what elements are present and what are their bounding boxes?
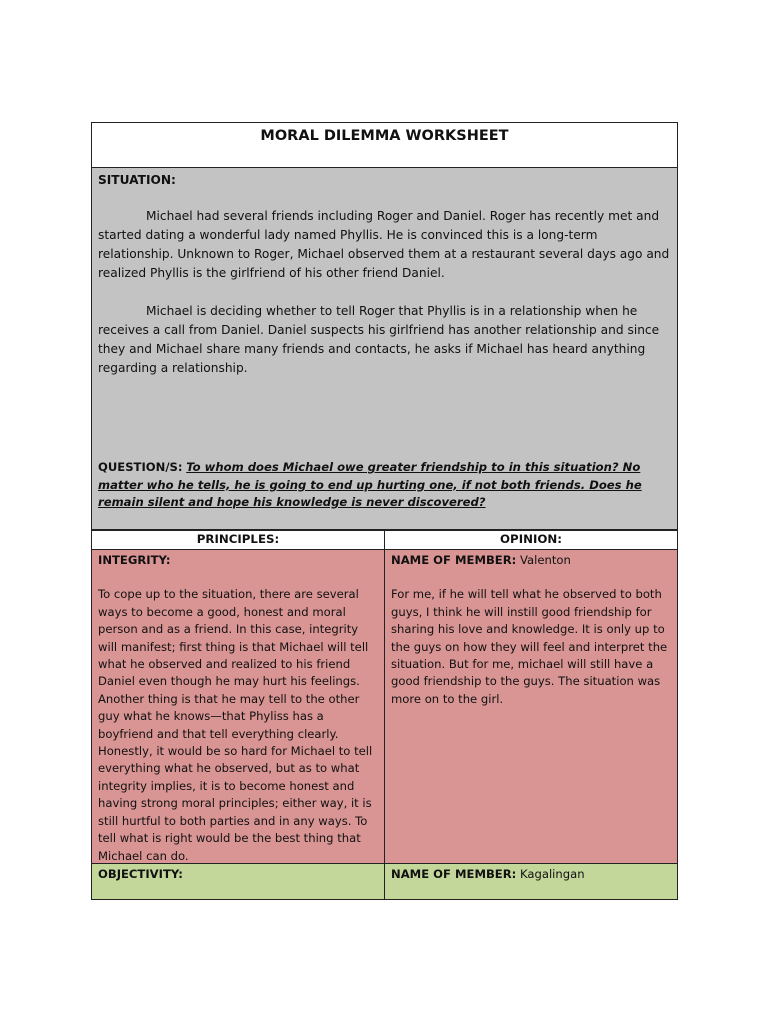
member-name: Valenton [519,553,571,567]
member-name: Kagalingan [519,867,585,881]
member-line [391,866,671,883]
principle-label: OBJECTIVITY: [98,867,183,881]
column-header-row [92,531,677,550]
opinion-header: OPINION: [500,532,562,546]
integrity-opinion-cell [385,550,677,863]
situation-label: SITUATION: [98,173,176,187]
principle-text: To cope up to the situation, there are several ways to become a good, honest and moral person and as a friend. In this case, integrity will manifest; first thing is that Michael will tell what he observed and realized to his friend Daniel even though he may hurt his feelings. Another thing is that he may tell to the other guy what he knows—that Phyliss has a boyfriend and that tell everything clearly. Honestly, it would be so hard for Michael to tell everything what he observed, but as to what integrity implies, it is to become honest and having strong moral principles; either way, it is still hurtful to both parties and in any ways. To tell what is right would be the best thing that Michael can do. [98,587,373,863]
principles-header: PRINCIPLES: [92,531,385,549]
member-label: NAME OF MEMBER: [391,867,517,881]
question-label: QUESTION/S: [98,460,183,474]
member-line [391,552,671,569]
situation-paragraph-2: Michael is deciding whether to tell Roger that Phyllis is in a relationship when he receives a call from Daniel. Daniel suspects his girlfriend has another relationship and since they and Michael share many friends and contacts, he asks if Michael has heard anything regarding a relationship. [98,304,660,375]
situation-section [92,168,677,531]
member-label: NAME OF MEMBER: [391,553,517,567]
question-block [98,459,669,512]
objectivity-opinion-cell [385,864,677,899]
principle-label: INTEGRITY: [98,553,171,567]
integrity-row [92,550,677,864]
situation-paragraph-1: Michael had several friends including Roger and Daniel. Roger has recently met and started dating a wonderful lady named Phyllis. He is convinced this is a long-term relationship. Unknown to Roger, Michael observed them at a restaurant several days ago and realized Phyllis is the girlfriend of his other friend Daniel. [98,209,670,280]
objectivity-principle-cell [92,864,385,899]
worksheet-title: MORAL DILEMMA WORKSHEET [92,123,677,168]
question-text: To whom does Michael owe greater friendship to in this situation? No matter who he tells, he is going to end up hurting one, if not both friends. Does he remain silent and hope his knowledge is never discovered? [98,460,642,509]
opinion-text: For me, if he will tell what he observed to both guys, I think he will instill good friendship for sharing his love and knowledge. It is only up to the guys on how they will feel and interpret the situation. But for me, michael will still have a good friendship to the guys. The situation was more on to the girl. [391,587,668,706]
integrity-principle-cell [92,550,385,863]
worksheet-table [91,122,678,900]
objectivity-row [92,864,677,899]
